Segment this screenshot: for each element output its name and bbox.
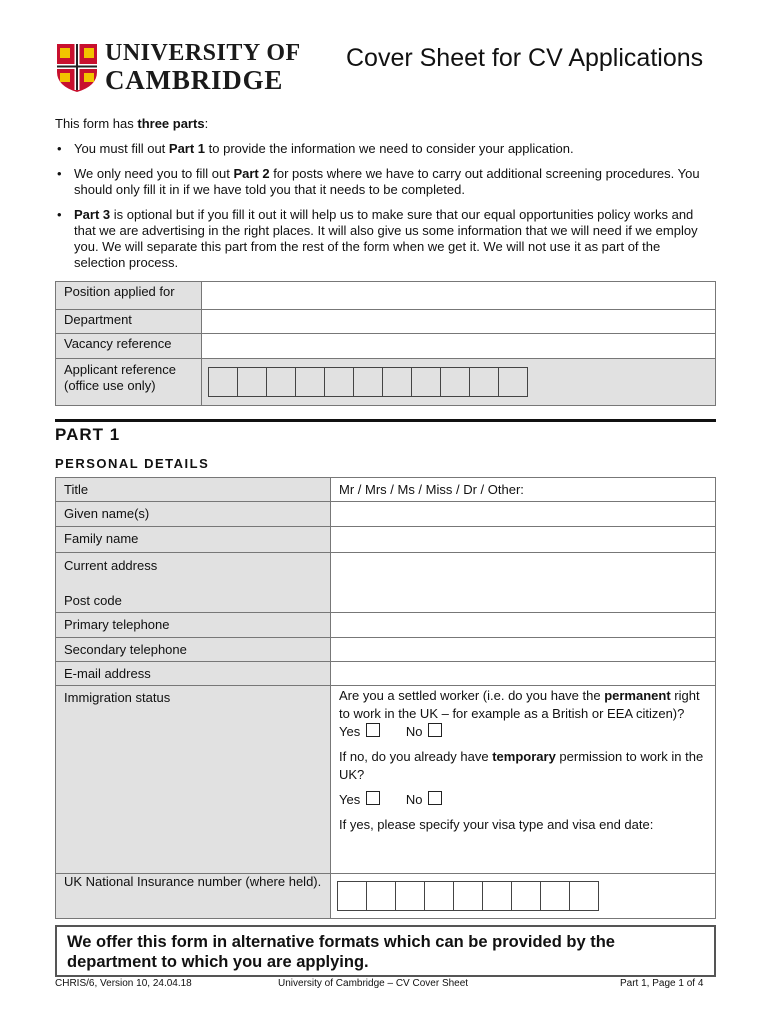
university-crest-icon xyxy=(57,44,97,92)
family-name-label: Family name xyxy=(56,527,331,553)
alternative-formats-notice: We offer this form in alternative formats which can be provided by the department to which you are applying. xyxy=(55,925,716,977)
secondary-phone-field[interactable] xyxy=(331,638,716,662)
immigration-label: Immigration status xyxy=(56,686,331,874)
given-names-label: Given name(s) xyxy=(56,502,331,527)
university-logo xyxy=(105,40,301,94)
footer-center: University of Cambridge – CV Cover Sheet xyxy=(278,978,469,989)
visa-question: If yes, please specify your visa type and visa end date: xyxy=(339,817,654,832)
address-field[interactable] xyxy=(331,553,716,613)
email-field[interactable] xyxy=(331,662,716,686)
position-table xyxy=(55,281,716,406)
vacancy-label: Vacancy reference xyxy=(56,334,202,359)
personal-details-table xyxy=(55,477,716,919)
personal-details-heading: PERSONAL DETAILS xyxy=(55,456,210,471)
logo-line-1: UNIVERSITY OF xyxy=(105,40,301,66)
part1-heading: PART 1 xyxy=(55,425,121,444)
ni-number-label: UK National Insurance number (where held). xyxy=(56,874,331,919)
logo-line-2: CAMBRIDGE xyxy=(105,65,284,95)
footer-version: CHRIS/6, Version 10, 24.04.18 xyxy=(55,978,192,989)
ni-number-boxes[interactable] xyxy=(337,881,707,911)
immigration-field: Are you a settled worker (i.e. do you have the permanent right to work in the UK – for example as a British or EEA citizen)? Yes No If no, do you already have temporary permission to work in the UK? Yes No If yes, please specify your visa type and visa end date: xyxy=(331,686,716,874)
vacancy-field[interactable] xyxy=(202,334,716,359)
instruction-part3: • Part 3 is optional but if you fill it out it will help us to make sure that our equal opportunities policy works and that we are advertising in the right places. It will also give us some information that we will need if we employ you. We will separate this part from the rest of the form when we get it. We will not use it as part of the selection process. xyxy=(55,207,715,271)
instruction-part1: • You must fill out Part 1 to provide the information we need to consider your application. xyxy=(55,141,715,157)
primary-phone-label: Primary telephone xyxy=(56,613,331,638)
email-label: E-mail address xyxy=(56,662,331,686)
title-label: Title xyxy=(56,478,331,502)
footer-page: Part 1, Page 1 of 4 xyxy=(620,978,704,989)
department-field[interactable] xyxy=(202,310,716,334)
secondary-phone-label: Secondary telephone xyxy=(56,638,331,662)
position-field[interactable] xyxy=(202,282,716,310)
temporary-no-checkbox[interactable] xyxy=(428,791,442,805)
title-options[interactable]: Mr / Mrs / Ms / Miss / Dr / Other: xyxy=(331,478,716,502)
given-names-field[interactable] xyxy=(331,502,716,527)
position-label: Position applied for xyxy=(56,282,202,310)
document-title: Cover Sheet for CV Applications xyxy=(346,44,704,72)
family-name-field[interactable] xyxy=(331,527,716,553)
address-label: Current address Post code xyxy=(56,553,331,613)
primary-phone-field[interactable] xyxy=(331,613,716,638)
instruction-part2: • We only need you to fill out Part 2 for posts where we have to carry out additional screening procedures. You should only fill it in if we have told you that it needs to be completed. xyxy=(55,166,715,198)
settled-no-checkbox[interactable] xyxy=(428,723,442,737)
instructions-list xyxy=(55,141,715,280)
settled-yes-checkbox[interactable] xyxy=(366,723,380,737)
ni-number-field[interactable] xyxy=(331,874,716,919)
applicant-ref-boxes xyxy=(208,367,707,397)
applicant-ref-label: Applicant reference (office use only) xyxy=(56,359,202,406)
intro-text: This form has three parts: xyxy=(55,116,209,131)
temporary-yes-checkbox[interactable] xyxy=(366,791,380,805)
applicant-ref-field xyxy=(202,359,716,406)
part1-divider xyxy=(55,419,716,422)
department-label: Department xyxy=(56,310,202,334)
